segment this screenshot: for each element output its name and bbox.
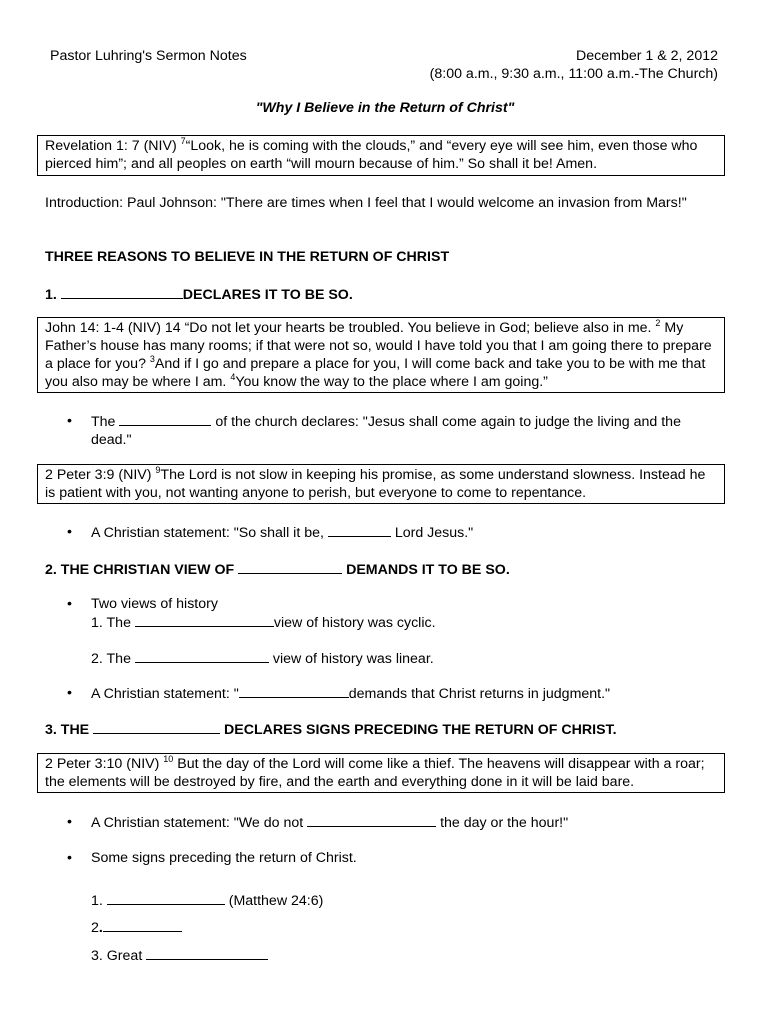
bullet-text: A Christian statement: "So shall it be, [91, 525, 328, 541]
point-2-text: DEMANDS IT TO BE SO. [342, 562, 510, 578]
header-left: Pastor Luhring's Sermon Notes [50, 48, 247, 64]
fill-blank[interactable] [239, 684, 349, 698]
point-2-text: 2. THE CHRISTIAN VIEW OF [45, 562, 239, 578]
history-view-text: view of history was cyclic. [273, 615, 436, 631]
scripture-ref: 2 Peter 3:9 (NIV) [45, 467, 156, 483]
scripture-text: And if I go and prepare a place for you, I will come back and take you to be with me that you also may be where I am. [45, 356, 706, 390]
point-2-heading [45, 560, 720, 579]
verse-number: 9 [155, 465, 161, 475]
sign-3 [91, 946, 268, 965]
scripture-text: But the day of the Lord will come like a thief. The heavens will disappear with a roar; the elements will be destroyed by fire, and the earth and everything done in it will be laid bare. [45, 756, 705, 790]
bullet-icon: • [67, 524, 72, 540]
fill-blank[interactable] [61, 285, 183, 299]
sign-number: 2 [91, 920, 99, 936]
bullet-icon: • [67, 596, 72, 612]
scripture-ref: 2 Peter 3:10 (NIV) [45, 756, 164, 772]
fill-blank[interactable] [135, 649, 269, 663]
sign-dot: . [98, 920, 103, 936]
point-3-text: 3. THE [45, 722, 94, 738]
scripture-text: John 14: 1-4 (NIV) 14 “Do not let your hearts be troubled. You believe in God; believe also in me. [45, 320, 656, 336]
sign-text: 3. Great [91, 948, 147, 964]
sign-1 [91, 891, 323, 910]
verse-number: 10 [163, 754, 174, 764]
history-view-text: 1. The [91, 615, 135, 631]
fill-blank[interactable] [103, 918, 182, 932]
scripture-box-2peter-3-9 [37, 464, 725, 504]
sign-text: (Matthew 24:6) [224, 893, 324, 909]
scripture-text: You know the way to the place where I am going.” [235, 374, 548, 390]
point-1-heading [45, 285, 720, 304]
history-view-text: view of history was linear. [268, 651, 434, 667]
point-3-heading [45, 720, 720, 739]
header-times: (8:00 a.m., 9:30 a.m., 11:00 a.m.-The Church) [429, 66, 718, 82]
history-view-1 [91, 613, 436, 632]
bullet-icon: • [67, 685, 72, 701]
bullet-demands [91, 684, 721, 703]
bullet-icon: • [67, 850, 72, 866]
bullet-so-shall-it-be [91, 523, 721, 542]
introduction: Introduction: Paul Johnson: "There are times when I feel that I would welcome an invasion from Mars!" [45, 195, 687, 211]
bullet-text: Lord Jesus." [390, 525, 474, 541]
fill-blank[interactable] [238, 560, 342, 574]
fill-blank[interactable] [107, 891, 225, 905]
bullet-two-views: Two views of history [91, 596, 218, 612]
sermon-title: "Why I Believe in the Return of Christ" [255, 100, 515, 116]
main-heading: THREE REASONS TO BELIEVE IN THE RETURN OF CHRIST [45, 249, 450, 265]
bullet-text: the day or the hour!" [436, 815, 569, 831]
bullet-icon: • [67, 413, 72, 429]
bullet-text: A Christian statement: " [91, 686, 239, 702]
scripture-box-john [37, 317, 725, 393]
header-date: December 1 & 2, 2012 [576, 48, 718, 64]
history-view-2 [91, 649, 434, 668]
fill-blank[interactable] [328, 523, 391, 537]
scripture-box-revelation [37, 135, 725, 176]
bullet-icon: • [67, 814, 72, 830]
scripture-text: My Father’s house has many rooms; if that were not so, would I have told you that I am going there to prepare a place for you? [45, 320, 712, 372]
fill-blank[interactable] [135, 613, 274, 627]
fill-blank[interactable] [146, 946, 268, 960]
scripture-box-2peter-3-10 [37, 753, 725, 793]
point-1-number: 1. [45, 287, 61, 303]
bullet-text: A Christian statement: "We do not [91, 815, 308, 831]
scripture-ref: Revelation 1: 7 (NIV) [45, 138, 181, 154]
fill-blank[interactable] [119, 412, 211, 426]
bullet-we-do-not [91, 813, 721, 832]
scripture-text: The Lord is not slow in keeping his promise, as some understand slowness. Instead he is patient with you, not wanting anyone to perish, but everyone to come to repentance. [45, 467, 706, 501]
sign-2 [91, 918, 182, 937]
header-right [430, 47, 718, 83]
scripture-text: “Look, he is coming with the clouds,” and “every eye will see him, even those who pierced him”; and all peoples on earth “will mourn because of him.” So shall it be! Amen. [45, 138, 698, 172]
bullet-text: demands that Christ returns in judgment." [348, 686, 611, 702]
bullet-text: of the church declares: "Jesus shall come again to judge the living and the dead." [91, 414, 681, 448]
fill-blank[interactable] [93, 720, 220, 734]
verse-number: 4 [230, 372, 236, 382]
fill-blank[interactable] [307, 813, 436, 827]
verse-number: 2 [655, 318, 661, 328]
verse-number: 7 [180, 136, 186, 146]
history-view-text: 2. The [91, 651, 135, 667]
bullet-creed [91, 412, 721, 449]
bullet-signs: Some signs preceding the return of Christ. [91, 850, 357, 866]
bullet-text: The [91, 414, 120, 430]
point-3-text: DECLARES SIGNS PRECEDING THE RETURN OF CHRIST. [220, 722, 617, 738]
verse-number: 3 [149, 354, 155, 364]
point-1-text: DECLARES IT TO BE SO. [182, 287, 353, 303]
sign-number: 1. [91, 893, 107, 909]
